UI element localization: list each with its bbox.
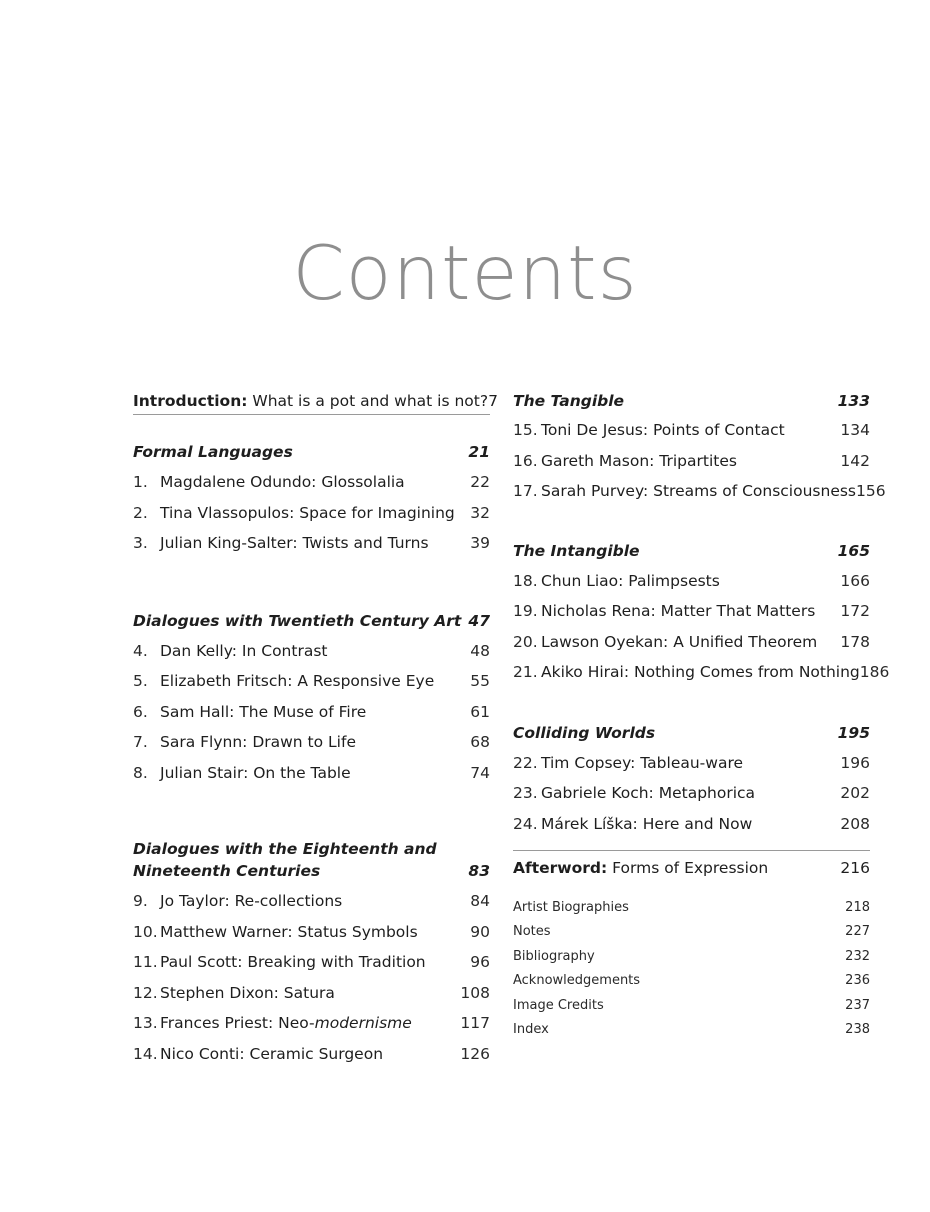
toc-entry[interactable]: 5. Elizabeth Fritsch: A Responsive Eye 55	[133, 672, 490, 690]
toc-entry[interactable]: 19. Nicholas Rena: Matter That Matters 172	[513, 602, 870, 620]
back-matter-entry[interactable]: Index 238	[513, 1021, 870, 1037]
toc-entry[interactable]: 9. Jo Taylor: Re-collections 84	[133, 892, 490, 910]
toc-entry[interactable]: 10. Matthew Warner: Status Symbols 90	[133, 922, 490, 941]
toc-entry[interactable]: 1. Magdalene Odundo: Glossolalia 22	[133, 473, 490, 491]
introduction-entry[interactable]	[133, 390, 498, 415]
afterword-title: Afterword: Forms of Expression	[513, 859, 769, 877]
toc-entry[interactable]: 14. Nico Conti: Ceramic Surgeon 126	[133, 1044, 490, 1063]
toc-entry[interactable]: 12. Stephen Dixon: Satura 108	[133, 983, 490, 1002]
section-heading-the-intangible[interactable]: The Intangible 165	[513, 541, 870, 560]
toc-entry[interactable]: 7. Sara Flynn: Drawn to Life 68	[133, 733, 490, 751]
afterword-divider	[513, 850, 870, 879]
back-matter-entry[interactable]: Notes 227	[513, 924, 870, 940]
toc-entry[interactable]: 13. Frances Priest: Neo- modernisme 117	[133, 1014, 490, 1032]
section-heading-the-tangible[interactable]: The Tangible 133	[513, 392, 870, 410]
page-title: Contents	[292, 229, 638, 317]
toc-entry[interactable]: 4. Dan Kelly: In Contrast 48	[133, 641, 490, 660]
toc-right-column	[513, 390, 890, 1045]
toc-entry[interactable]: 22. Tim Copsey: Tableau-ware 196	[513, 753, 870, 772]
section-heading-colliding-worlds[interactable]: Colliding Worlds 195	[513, 723, 870, 742]
section-heading-formal-languages[interactable]: Formal Languages 21	[133, 443, 490, 461]
toc-entry[interactable]: 3. Julian King-Salter: Twists and Turns 39	[133, 534, 490, 552]
toc-entry[interactable]: 17. Sarah Purvey: Streams of Consciousness 156	[513, 482, 886, 500]
toc-entry[interactable]: 8. Julian Stair: On the Table 74	[133, 763, 490, 782]
toc-entry[interactable]: 20. Lawson Oyekan: A Unified Theorem 178	[513, 632, 870, 651]
afterword-entry[interactable]	[513, 857, 870, 879]
page-number: 7	[488, 392, 498, 410]
section-heading-eighteenth-nineteenth[interactable]: Dialogues with the Eighteenth and Nineteenth Centuries 83	[133, 840, 490, 880]
toc-entry[interactable]: 21. Akiko Hirai: Nothing Comes from Nothing 186	[513, 663, 890, 681]
toc-left-column	[133, 390, 498, 1073]
toc-entry[interactable]: 23. Gabriele Koch: Metaphorica 202	[513, 784, 870, 802]
back-matter-entry[interactable]: Bibliography 232	[513, 948, 870, 964]
toc-entry[interactable]: 15. Toni De Jesus: Points of Contact 134	[513, 421, 870, 439]
page-number: 216	[840, 859, 870, 877]
back-matter-entry[interactable]: Image Credits 237	[513, 997, 870, 1013]
toc-entry[interactable]: 16. Gareth Mason: Tripartites 142	[513, 451, 870, 470]
back-matter-entry[interactable]: Artist Biographies 218	[513, 900, 870, 915]
toc-entry[interactable]: 11. Paul Scott: Breaking with Tradition 96	[133, 953, 490, 971]
section-heading-twentieth-century[interactable]: Dialogues with Twentieth Century Art 47	[133, 611, 490, 630]
toc-entry[interactable]: 18. Chun Liao: Palimpsests 166	[513, 571, 870, 590]
back-matter-entry[interactable]: Acknowledgements 236	[513, 973, 870, 989]
toc-entry[interactable]: 6. Sam Hall: The Muse of Fire 61	[133, 702, 490, 721]
toc-entry[interactable]: 24. Márek Líška: Here and Now 208	[513, 814, 870, 833]
introduction-title: Introduction: What is a pot and what is not?	[133, 392, 489, 410]
toc-entry[interactable]: 2. Tina Vlassopulos: Space for Imagining 32	[133, 503, 490, 522]
